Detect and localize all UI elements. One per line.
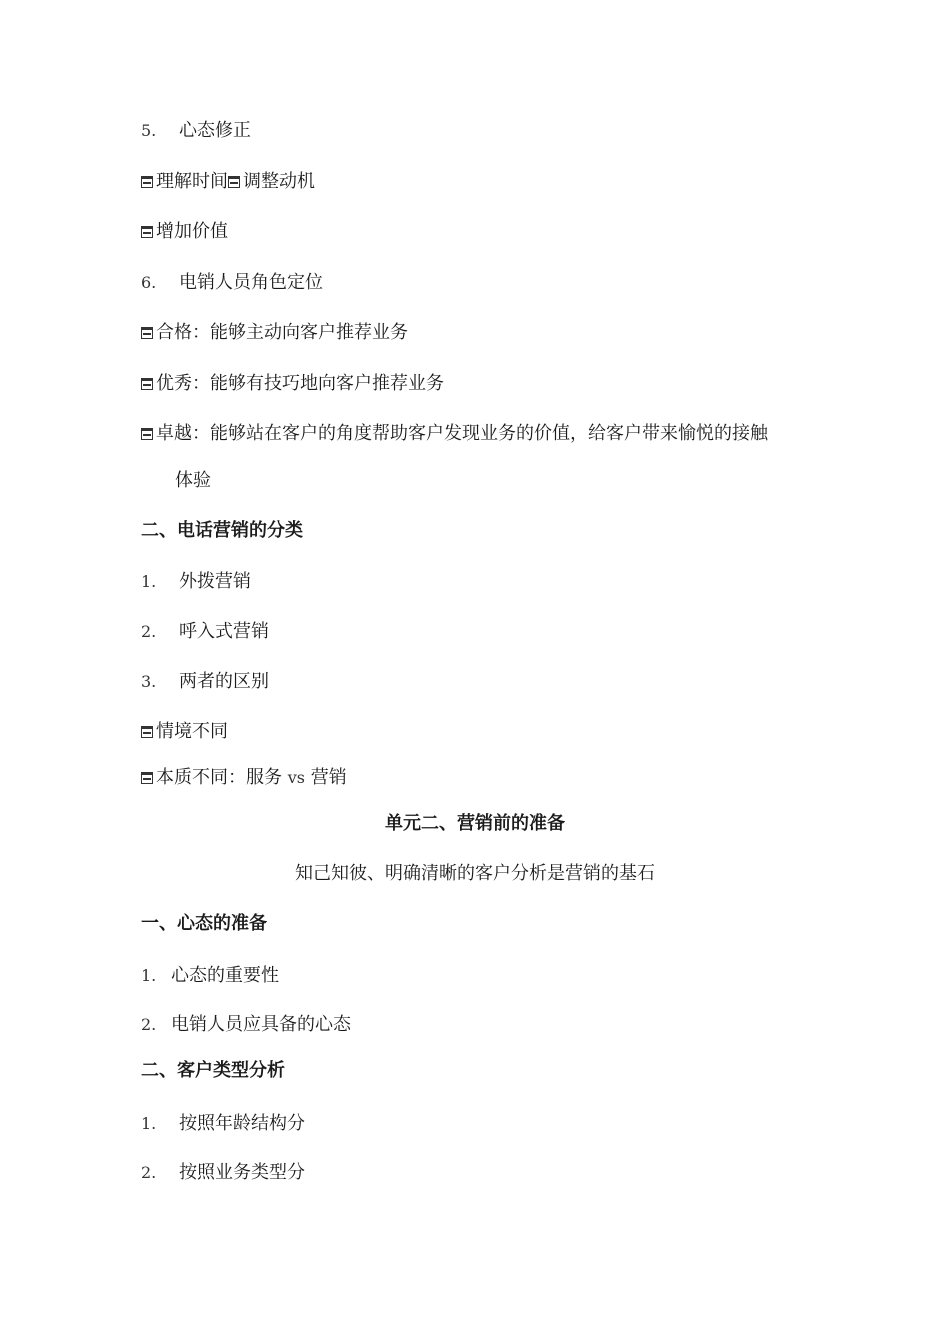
item-text: 呼入式营销 <box>179 621 269 642</box>
item-text: 按照业务类型分 <box>179 1162 305 1183</box>
list-item <box>141 670 269 694</box>
list-item <box>141 570 251 594</box>
bullet-icon <box>141 726 153 738</box>
item-number: 2. <box>141 622 157 641</box>
item-text: 营销 <box>310 767 347 788</box>
item-text: 心态的重要性 <box>171 965 279 986</box>
item-number: 1. <box>141 966 157 985</box>
bullet-item <box>141 720 228 744</box>
item-number: 2. <box>141 1015 157 1034</box>
item-text: 合格：能够主动向客户推荐业务 <box>156 322 408 343</box>
list-item <box>141 1013 351 1037</box>
bullet-icon <box>141 226 153 238</box>
list-item <box>141 1161 305 1185</box>
bullet-item <box>141 766 347 790</box>
item-text: 电销人员应具备的心态 <box>171 1014 351 1035</box>
list-item <box>141 620 269 644</box>
bullet-icon <box>141 327 153 339</box>
item-text: 心态修正 <box>179 120 251 141</box>
item-number: 1. <box>141 1114 157 1133</box>
item-text: 本质不同：服务 <box>156 767 282 788</box>
bullet-icon <box>228 176 240 188</box>
item-text: 增加价值 <box>156 221 228 242</box>
section-heading: 二、电话营销的分类 <box>141 520 303 541</box>
item-text: 按照年龄结构分 <box>179 1113 305 1134</box>
list-item <box>141 119 251 143</box>
unit-subtitle: 知己知彼、明确清晰的客户分析是营销的基石 <box>295 863 655 884</box>
item-text: 优秀：能够有技巧地向客户推荐业务 <box>156 373 444 394</box>
item-number: 5. <box>141 121 157 140</box>
item-number: 1. <box>141 572 157 591</box>
item-continuation <box>175 469 211 493</box>
item-text: 卓越：能够站在客户的角度帮助客户发现业务的价值，给客户带来愉悦的接触 <box>156 423 768 444</box>
item-number: 2. <box>141 1163 157 1182</box>
list-item <box>141 1112 305 1136</box>
item-number: 6. <box>141 273 157 292</box>
item-text: 理解时间 <box>156 171 228 192</box>
item-number: 3. <box>141 672 157 691</box>
bullet-item <box>141 220 228 244</box>
item-text: 情境不同 <box>156 721 228 742</box>
bullet-icon <box>141 428 153 440</box>
item-text: 外拨营销 <box>179 571 251 592</box>
bullet-item <box>141 170 315 194</box>
bullet-icon <box>141 176 153 188</box>
bullet-item <box>141 422 768 446</box>
section-heading: 二、客户类型分析 <box>141 1060 285 1081</box>
bullet-icon <box>141 772 153 784</box>
list-item <box>141 271 323 295</box>
section-heading: 一、心态的准备 <box>141 913 267 934</box>
bullet-item <box>141 372 444 396</box>
item-text: 体验 <box>175 470 211 491</box>
vs-text: vs <box>287 768 305 787</box>
item-text: 调整动机 <box>243 171 315 192</box>
bullet-icon <box>141 378 153 390</box>
unit-title: 单元二、营销前的准备 <box>385 813 565 834</box>
list-item <box>141 964 279 988</box>
bullet-item <box>141 321 408 345</box>
item-text: 电销人员角色定位 <box>179 272 323 293</box>
item-text: 两者的区别 <box>179 671 269 692</box>
